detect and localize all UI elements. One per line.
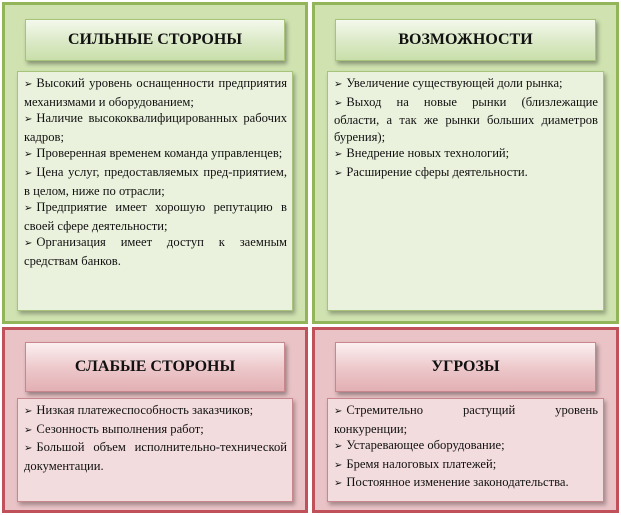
list-item: ➢ Большой объем исполнительно-технической документации.: [24, 440, 287, 473]
opportunities-body: [327, 71, 604, 311]
strengths-header: [25, 19, 285, 61]
arrowhead-right-icon: ➢: [334, 478, 343, 490]
list-item: ➢ Внедрение новых технологий;: [334, 146, 510, 161]
list-item: ➢ Цена услуг, предоставляемых пред-приятием, в целом, ниже по отрасли;: [24, 164, 287, 198]
arrowhead-right-icon: ➢: [24, 149, 33, 161]
list-item: ➢ Предприятие имеет хорошую репутацию в своей сфере деятельности;: [24, 200, 287, 233]
arrowhead-right-icon: ➢: [24, 167, 33, 179]
weaknesses-body: [17, 398, 293, 502]
arrowhead-right-icon: ➢: [24, 238, 33, 250]
list-item: ➢ Стремительно растущий уровень конкуренции;: [334, 403, 598, 436]
arrowhead-right-icon: ➢: [24, 79, 33, 90]
arrowhead-right-icon: ➢: [24, 406, 33, 417]
threats-title: УГРОЗЫ: [431, 358, 500, 375]
arrowhead-right-icon: ➢: [334, 79, 343, 90]
strengths-quadrant: [2, 2, 308, 324]
arrowhead-right-icon: ➢: [334, 167, 343, 179]
list-item: ➢ Расширение сферы деятельности.: [334, 164, 528, 179]
arrowhead-right-icon: ➢: [334, 459, 343, 471]
opportunities-header: [335, 19, 596, 61]
list-item: ➢ Организация имеет доступ к заемным средствам банков.: [24, 235, 287, 268]
list-item: ➢ Наличие высококвалифицированных рабочих кадров;: [24, 111, 287, 144]
arrowhead-right-icon: ➢: [334, 149, 343, 161]
strengths-title: СИЛЬНЫЕ СТОРОНЫ: [67, 31, 243, 48]
arrowhead-right-icon: ➢: [334, 441, 343, 453]
threats-quadrant: [312, 327, 619, 513]
strengths-body: [17, 71, 293, 311]
list-item: ➢ Постоянное изменение законодательства.: [334, 475, 569, 490]
opportunities-title: ВОЗМОЖНОСТИ: [398, 31, 533, 48]
list-item: ➢ Устаревающее оборудование;: [334, 438, 505, 453]
list-item: ➢ Увеличение существующей доли рынка;: [334, 76, 563, 90]
threats-body: [327, 398, 604, 502]
arrowhead-right-icon: ➢: [24, 424, 33, 436]
list-item: ➢ Проверенная временем команда управленцев;: [24, 146, 283, 161]
list-item: ➢ Выход на новые рынки (близлежащие области, а так же рынки больших диаметров бурения);: [334, 94, 598, 144]
weaknesses-header: [25, 342, 285, 392]
weaknesses-quadrant: [2, 327, 308, 513]
list-item: ➢ Низкая платежеспособность заказчиков;: [24, 403, 254, 417]
arrowhead-right-icon: ➢: [334, 406, 343, 417]
arrowhead-right-icon: ➢: [334, 97, 343, 109]
list-item: ➢ Сезонность выполнения работ;: [24, 421, 204, 436]
list-item: ➢ Бремя налоговых платежей;: [334, 456, 497, 471]
arrowhead-right-icon: ➢: [24, 114, 33, 126]
opportunities-quadrant: [312, 2, 619, 324]
arrowhead-right-icon: ➢: [24, 443, 33, 455]
weaknesses-title: СЛАБЫЕ СТОРОНЫ: [74, 358, 236, 375]
arrowhead-right-icon: ➢: [24, 203, 33, 215]
threats-header: [335, 342, 596, 392]
list-item: ➢ Высокий уровень оснащенности предприятия механизмами и оборудованием;: [24, 76, 287, 109]
